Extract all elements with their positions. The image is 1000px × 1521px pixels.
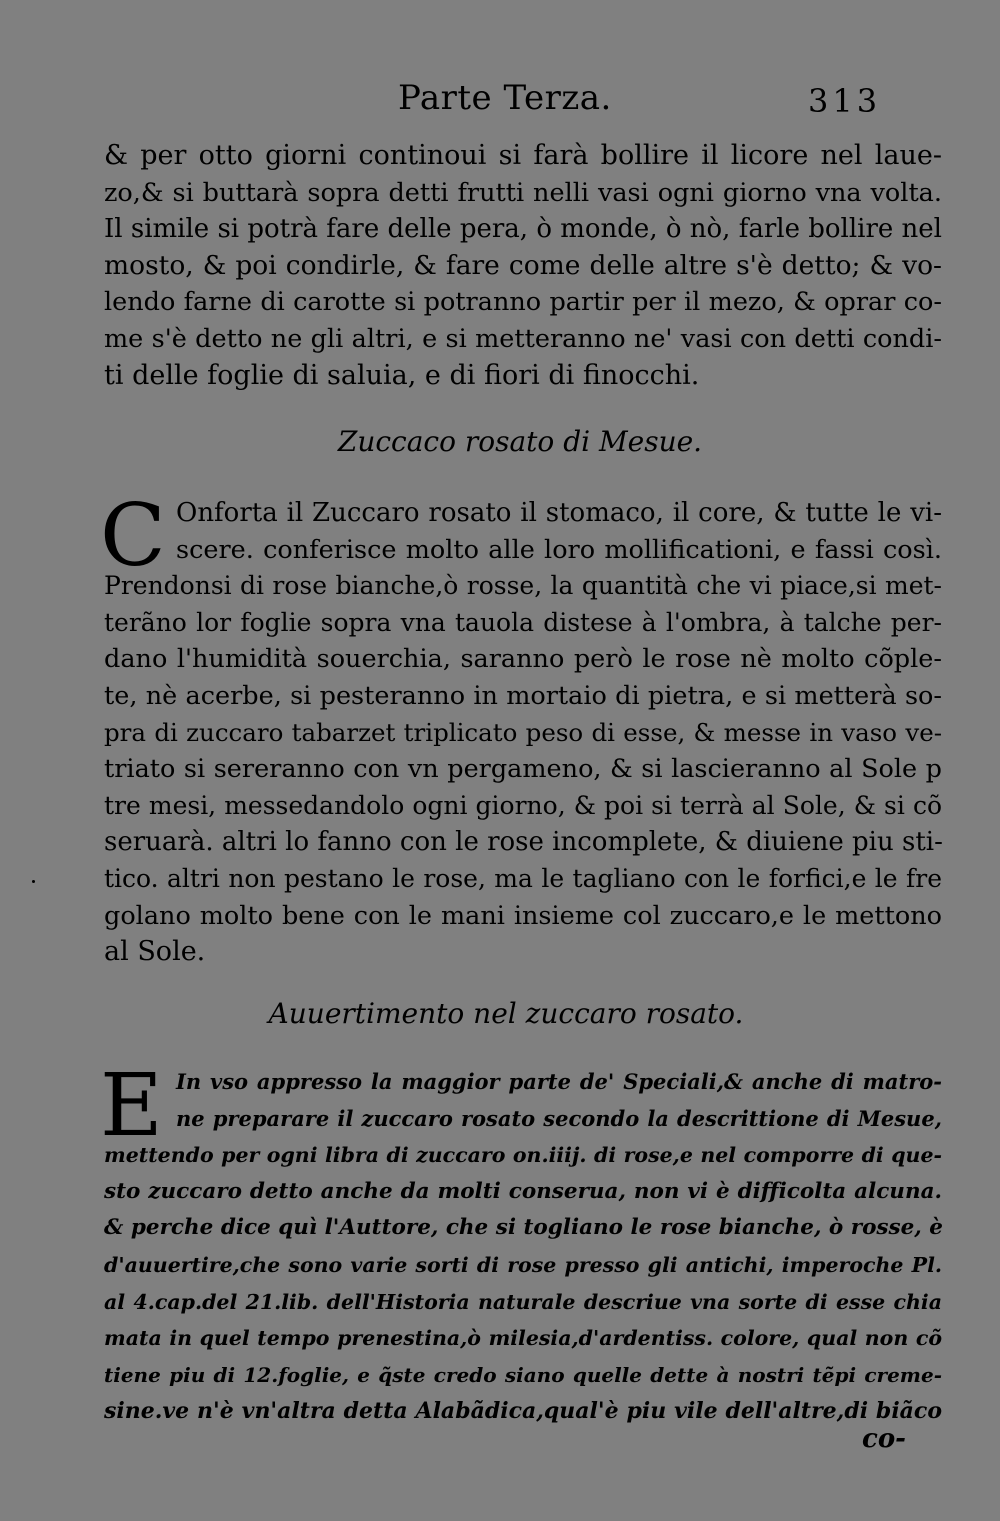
- text-line: lendo farne di carotte si potranno partir per il mezo, & oprar co-: [104, 287, 942, 318]
- drop-capital: C: [100, 486, 166, 586]
- text-line: al Sole.: [104, 936, 206, 968]
- text-line: tre mesi, messedandolo ogni giorno, & poi si terrà al Sole, & si cõ: [104, 790, 942, 820]
- text-line: tico. altri non pestano le rose, ma le tagliano con le forfici,e le fre: [104, 863, 942, 893]
- text-line: seruarà. altri lo fanno con le rose incomplete, & diuiene piu sti-: [104, 827, 943, 858]
- text-line: te, nè acerbe, si pesteranno in mortaio di pietra, e si metterà so-: [104, 680, 942, 711]
- section-heading: Auuertimento nel zuccaro rosato.: [268, 997, 744, 1030]
- text-line: ne preparare il zuccaro rosato secondo la descrittione di Mesue,: [176, 1105, 942, 1131]
- text-line: & per otto giorni continoui si farà bollire il licore nel laue-: [104, 140, 942, 171]
- paragraph-continuation: [104, 138, 942, 394]
- text-line: Il simile si potrà fare delle pera, ò monde, ò nò, farle bollire nel: [104, 214, 942, 245]
- text-line: al 4.cap.del 21.lib. dell'Historia naturale descriue vna sorte di esse chia: [104, 1289, 942, 1314]
- text-line: golano molto bene con le mani insieme col zuccaro,e le mettono: [104, 900, 942, 931]
- text-line: sine.ve n'è vn'altra detta Alabãdica,qual'è piu vile dell'altre,di biãco: [104, 1398, 942, 1425]
- ink-speck: [32, 880, 35, 883]
- text-line: pra di zuccaro tabarzet triplicato peso di esse, & messe in vaso ve-: [104, 717, 942, 747]
- text-line: tiene piu di 12.foglie, e q̃ste credo siano quelle dette à nostri tẽpi creme-: [104, 1362, 942, 1387]
- section-heading: Zuccaco rosato di Mesue.: [337, 425, 703, 458]
- running-head: Parte Terza.: [398, 78, 612, 118]
- text-line: mettendo per ogni libra di zuccaro on.iiij. di rose,e nel comporre di que-: [104, 1143, 942, 1168]
- page-header: [0, 78, 1000, 128]
- text-line: sto zuccaro detto anche da molti conserua, non vi è difficolta alcuna.: [104, 1178, 942, 1204]
- text-line: d'auuertire,che sono varie sorti di rose presso gli antichi, imperoche Pl.: [104, 1252, 942, 1277]
- text-line: In vso appresso la maggior parte de' Speciali,& anche di matro-: [176, 1069, 942, 1094]
- paragraph-auuertimento: [104, 1064, 942, 1430]
- text-line: ti delle foglie di saluia, e di fiori di finocchi.: [104, 359, 700, 391]
- text-line: scere. conferisce molto alle loro mollificationi, e fassi così.: [176, 534, 942, 565]
- text-line: triato si sereranno con vn pergameno, & si lascieranno al Sole p: [104, 754, 942, 785]
- page-number: 313: [808, 82, 882, 120]
- catchword: co-: [862, 1424, 906, 1454]
- text-line: zo,& si buttarà sopra detti frutti nelli vasi ogni giorno vna volta.: [104, 177, 942, 208]
- text-line: mosto, & poi condirle, & fare come delle altre s'è detto; & vo-: [104, 249, 942, 281]
- text-line: me s'è detto ne gli altri, e si metteranno ne' vasi con detti condi-: [104, 323, 942, 354]
- text-line: Prendonsi di rose bianche,ò rosse, la quantità che vi piace,si met-: [104, 571, 942, 601]
- text-line: mata in quel tempo prenestina,ò milesia,d'ardentiss. colore, qual non cõ: [104, 1326, 942, 1351]
- paragraph-zuccaro-rosato: [104, 495, 942, 971]
- text-line: terãno lor foglie sopra vna tauola distese à l'ombra, à talche per-: [104, 607, 942, 637]
- drop-capital: E: [100, 1056, 163, 1156]
- text-line: dano l'humidità souerchia, saranno però le rose nè molto cõple-: [104, 644, 942, 675]
- text-line: Onforta il Zuccaro rosato il stomaco, il core, & tutte le vi-: [176, 498, 942, 528]
- text-line: & perche dice quì l'Auttore, che si togliano le rose bianche, ò rosse, è: [104, 1215, 943, 1241]
